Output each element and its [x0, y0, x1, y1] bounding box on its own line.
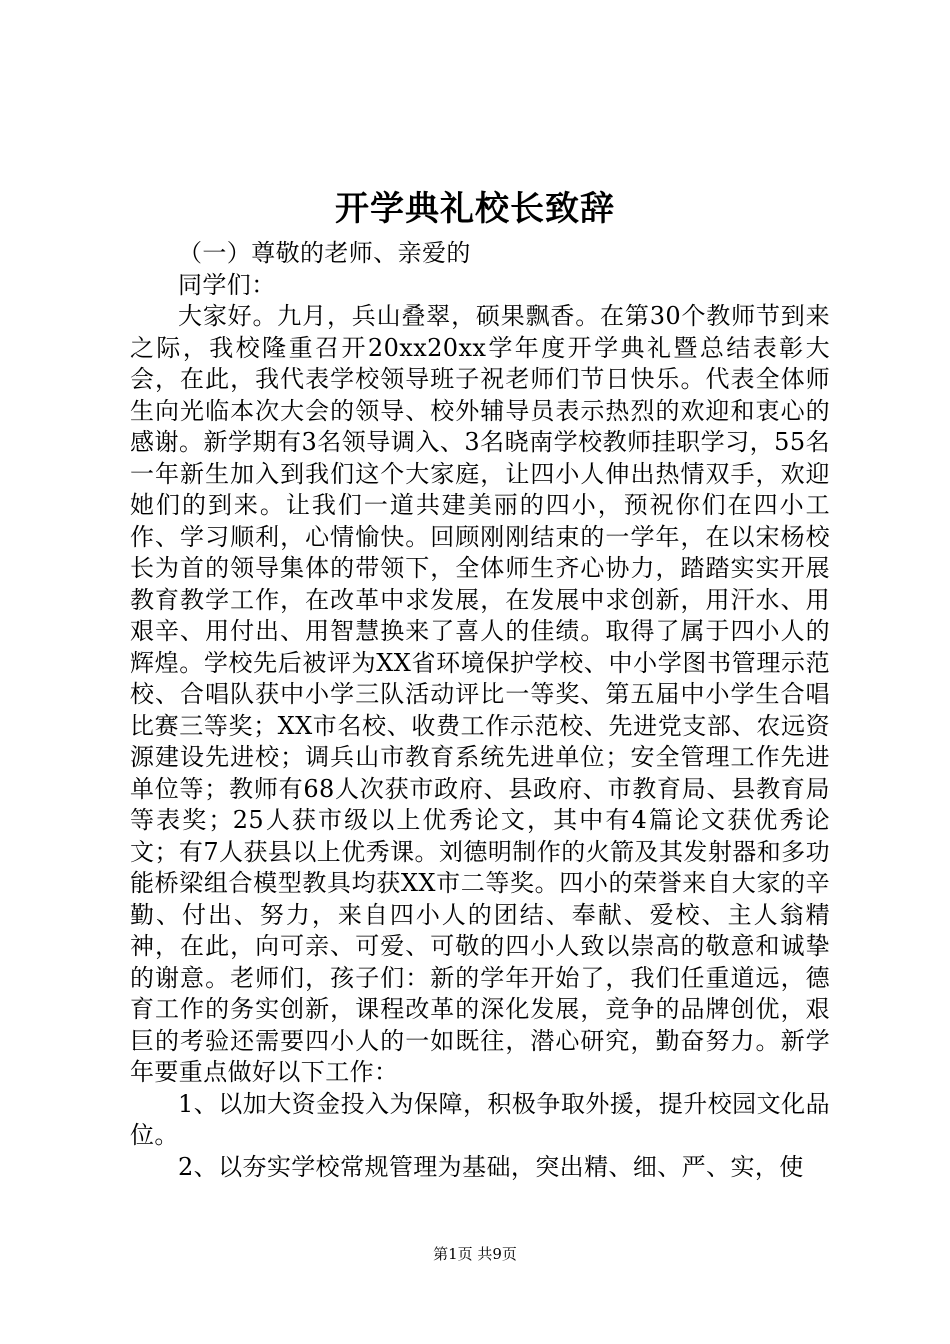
paragraph-item-1: 1、以加大资金投入为保障，积极争取外援，提升校园文化品位。: [130, 1089, 830, 1149]
paragraph-salutation: （一）尊敬的老师、亲爱的: [178, 239, 471, 267]
paragraph-main: 大家好。九月，兵山叠翠，硕果飘香。在第30个教师节到来之际，我校隆重召开20xx20xx学年度开学典礼暨总结表彰大会，在此，我代表学校领导班子祝老师们节日快乐。代表全体师生向光临本次大会的领导、校外辅导员表示热烈的欢迎和衷心的感谢。新学期有3名领导调入、3名晓南学校教师挂职学习，55名一年新生加入到我们这个大家庭，让四小人伸出热情双手，欢迎她们的到来。让我们一道共建美丽的四小，预祝你们在四小工作、学习顺利，心情愉快。回顾刚刚结束的一学年，在以宋杨校长为首的领导集体的带领下，全体师生齐心协力，踏踏实实开展教育教学工作，在改革中求发展，在发展中求创新，用汗水、用艰辛、用付出、用智慧换来了喜人的佳绩。取得了属于四小人的辉煌。学校先后被评为XX省环境保护学校、中小学图书管理示范校、合唱队获中小学三队活动评比一等奖、第五届中小学生合唱比赛三等奖；XX市名校、收费工作示范校、先进党支部、农远资源建设先进校；调兵山市教育系统先进单位；安全管理工作先进单位等；教师有68人次获市政府、县政府、市教育局、县教育局等表奖；25人获市级以上优秀论文，其中有4篇论文获优秀论文；有7人获县以上优秀课。刘德明制作的火箭及其发射器和多功能桥梁组合模型教具均获XX市二等奖。四小的荣誉来自大家的辛勤、付出、努力，来自四小人的团结、奉献、爱校、主人翁精神，在此，向可亲、可爱、可敬的四小人致以崇高的敬意和诚挚的谢意。老师们，孩子们：新的学年开始了，我们任重道远，德育工作的务实创新，课程改革的深化发展，竞争的品牌创优，艰巨的考验还需要四小人的一如既往，潜心研究，勤奋努力。新学年要重点做好以下工作：: [130, 302, 830, 1086]
paragraph-item-2: 2、以夯实学校常规管理为基础，突出精、细、严、实，使: [178, 1152, 804, 1181]
page-footer: 第1页 共9页: [433, 1245, 517, 1263]
document-body: [130, 238, 830, 1183]
document-title: 开学典礼校长致辞: [335, 189, 615, 229]
paragraph-salutation-cont: 同学们：: [178, 270, 276, 299]
